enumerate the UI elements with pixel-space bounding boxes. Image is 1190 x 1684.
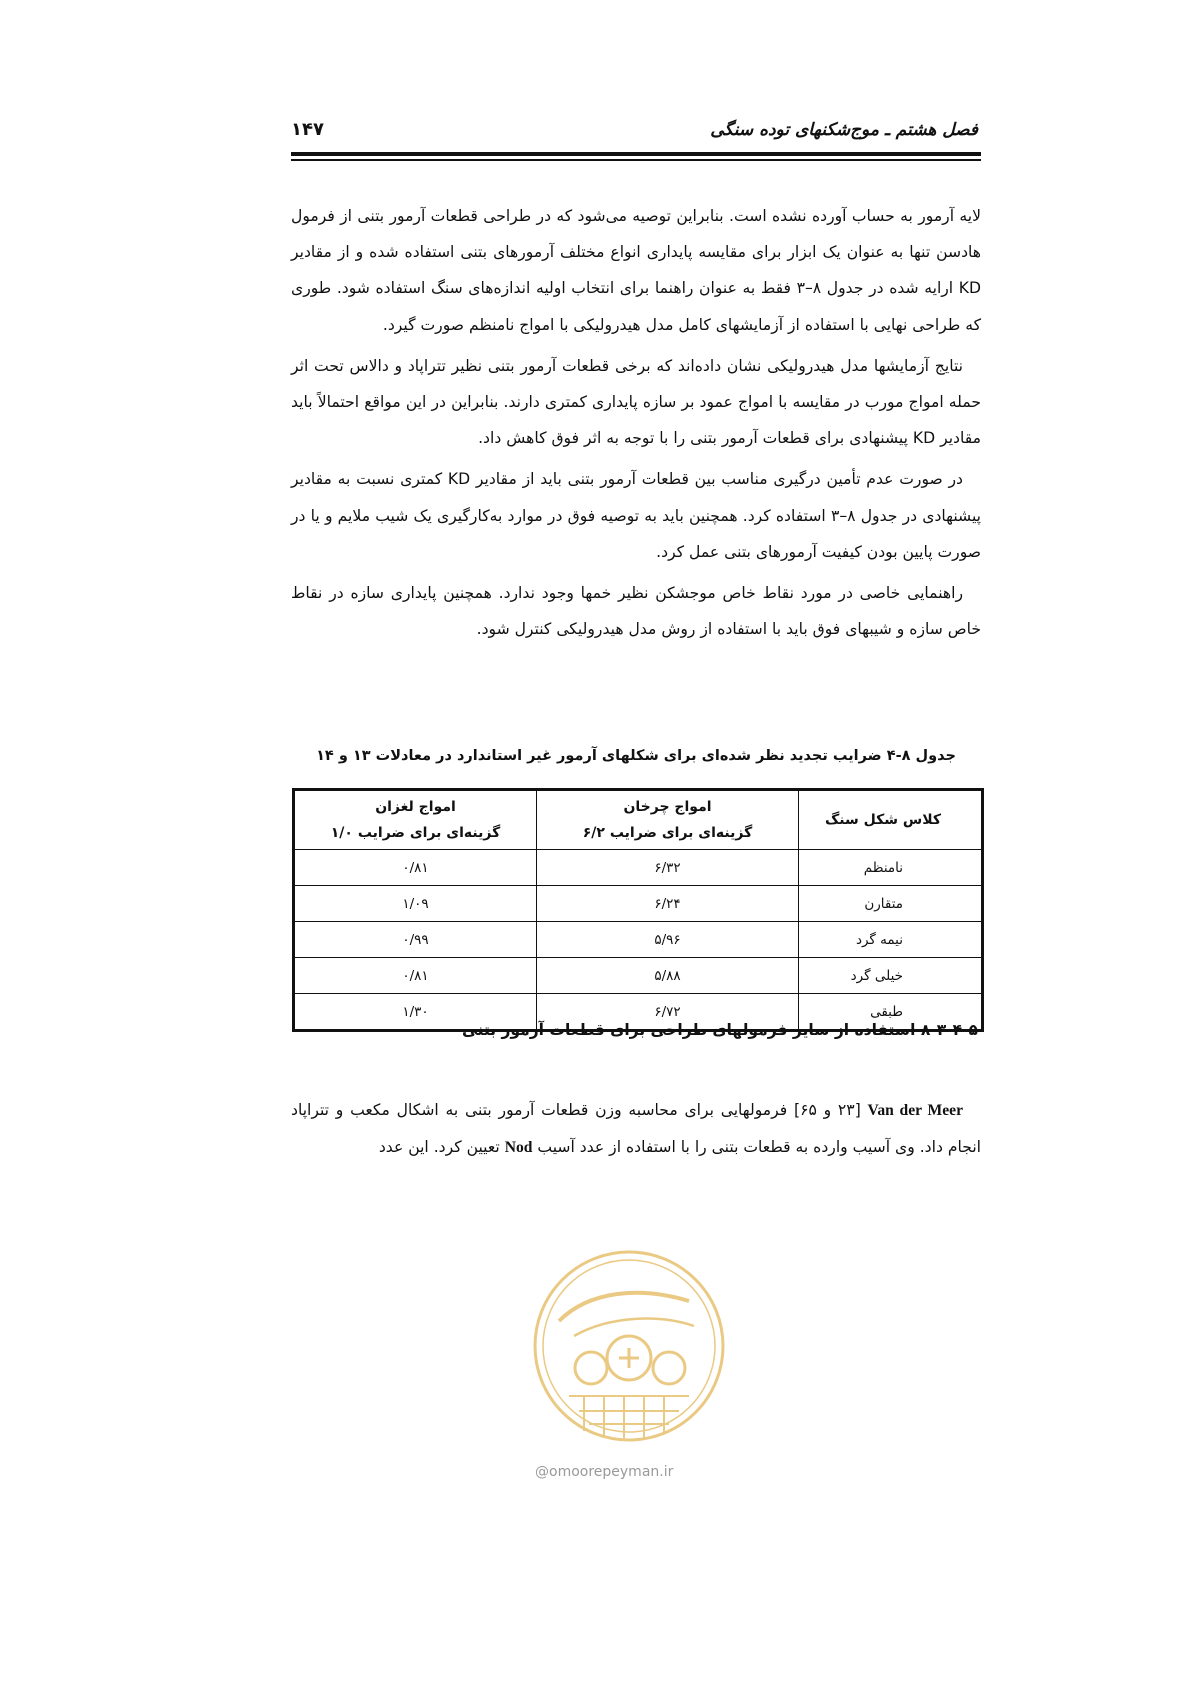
cell-plunging: ۶/۷۲ <box>537 994 799 1031</box>
cell-class: متقارن <box>799 886 983 922</box>
section-body <box>291 1092 981 1166</box>
cell-surging: ۰/۸۱ <box>294 850 537 886</box>
header-surging <box>294 790 537 850</box>
cell-class: نیمه گرد <box>799 922 983 958</box>
document-page <box>69 0 1190 1584</box>
kd-coefficient-table <box>292 788 984 1032</box>
section-text-end: تعیین کرد. این عدد <box>378 1138 505 1156</box>
cell-class: طبقی <box>799 994 983 1031</box>
nod-symbol: Nod <box>504 1139 533 1156</box>
header-rule-thin <box>291 159 981 161</box>
cell-plunging: ۵/۹۶ <box>537 922 799 958</box>
header-surging-sub: گزینه‌ای برای ضرایب ۱/۰ <box>330 825 501 841</box>
section-heading: ۸-۳-۴-۵ استفاده از سایر فرمولهای طراحی برای قطعات آرمور بتنی <box>461 1021 978 1039</box>
section-paragraph <box>291 1092 981 1166</box>
header-surging-title: امواج لغزان <box>375 799 456 815</box>
table-row <box>294 850 983 886</box>
body-text <box>291 198 981 652</box>
chapter-title: فصل هشتم ـ موج‌شکنهای توده سنگی <box>710 120 978 140</box>
header-plunging <box>537 790 799 850</box>
cell-surging: ۱/۰۹ <box>294 886 537 922</box>
table-row <box>294 958 983 994</box>
table-caption: جدول ۸-۴ ضرایب تجدید نظر شده‌ای برای شکلهای آرمور غیر استاندارد در معادلات ۱۳ و ۱۴ <box>316 748 956 764</box>
header-plunging-sub: گزینه‌ای برای ضرایب ۶/۲ <box>582 825 753 841</box>
cell-surging: ۰/۹۹ <box>294 922 537 958</box>
header-rule-thick <box>291 152 981 156</box>
paragraph-1: لایه آرمور به حساب آورده نشده است. بنابراین توصیه می‌شود که در طراحی قطعات آرمور بتنی از فرمول هادسن تنها به عنوان یک ابزار برای مقایسه پایداری انواع مختلف آرمورهای بتنی استفاده شده و از مقادیر KD ارایه شده در جدول ۸–۳ فقط به عنوان راهنما برای انتخاب اولیه اندازه‌های سنگ استفاده شود. طوری که طراحی نهایی با استفاده از آزمایشهای کامل مدل هیدرولیکی با امواج نامنظم صورت گیرد. <box>291 207 981 334</box>
cell-class: نامنظم <box>799 850 983 886</box>
cell-class: خیلی گرد <box>799 958 983 994</box>
table-row <box>294 922 983 958</box>
table-header-row <box>294 790 983 850</box>
cell-surging: ۱/۳۰ <box>294 994 537 1031</box>
cell-plunging: ۶/۲۴ <box>537 886 799 922</box>
cell-plunging: ۶/۳۲ <box>537 850 799 886</box>
paragraph-3: در صورت عدم تأمین درگیری مناسب بین قطعات آرمور بتنی باید از مقادیر KD کمتری نسبت به مقادیر پیشنهادی در جدول ۸–۳ استفاده کرد. همچنین باید به توصیه فوق در موارد به‌کارگیری یک شیب ملایم و یا در صورت پایین بودن کیفیت آرمورهای بتنی عمل کرد. <box>291 470 981 561</box>
watermark-url: @omoorepeyman.ir <box>535 1464 674 1480</box>
cell-surging: ۰/۸۱ <box>294 958 537 994</box>
cell-plunging: ۵/۸۸ <box>537 958 799 994</box>
section-text: [۲۳ و ۶۵] فرمولهایی برای محاسبه وزن قطعات آرمور بتنی به اشکال مکعب و تتراپاد انجام داد. وی آسیب وارده به قطعات بتنی را با استفاده از عدد آسیب <box>291 1101 981 1156</box>
header-class: کلاس شکل سنگ <box>799 790 983 850</box>
table-row <box>294 886 983 922</box>
watermark-logo-icon <box>529 1246 729 1446</box>
paragraph-2: نتایج آزمایشها مدل هیدرولیکی نشان داده‌اند که برخی قطعات آرمور بتنی نظیر تتراپاد و دالاس تحت اثر حمله امواج مورب در مقایسه با امواج عمود بر سازه پایداری کمتری دارند. بنابراین در این مواقع احتمالاً باید مقادیر KD پیشنهادی برای قطعات آرمور بتنی را با توجه به اثر فوق کاهش داد. <box>291 356 981 448</box>
header-plunging-title: امواج چرخان <box>623 799 712 815</box>
paragraph-4: راهنمایی خاصی در مورد نقاط خاص موجشکن نظیر خمها وجود ندارد. همچنین پایداری سازه در نقاط خاص سازه و شیبهای فوق باید با استفاده از روش مدل هیدرولیکی کنترل شود. <box>291 584 981 639</box>
page-number: ۱۴۷ <box>291 119 324 140</box>
author-name: Van der Meer <box>867 1102 963 1119</box>
